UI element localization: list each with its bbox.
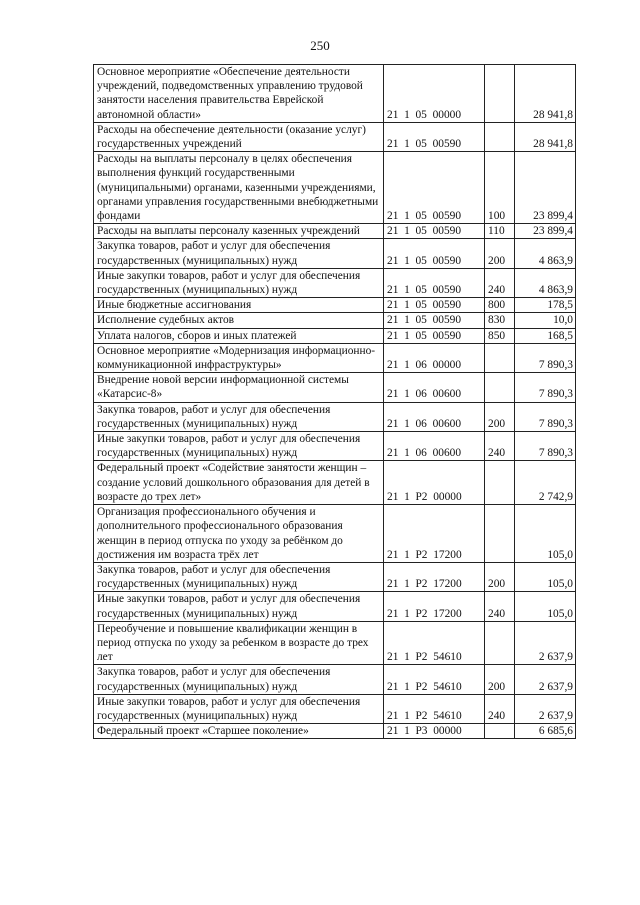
row-expense-type: 100 bbox=[485, 152, 515, 224]
row-code: 21 1 05 00590 bbox=[384, 328, 485, 343]
row-amount: 28 941,8 bbox=[515, 122, 576, 151]
row-code: 21 1 Р2 17200 bbox=[384, 562, 485, 591]
table-row bbox=[94, 239, 576, 268]
row-name: Исполнение судебных актов bbox=[94, 313, 384, 328]
row-amount: 23 899,4 bbox=[515, 224, 576, 239]
row-name: Федеральный проект «Старшее поколение» bbox=[94, 724, 384, 739]
table-row bbox=[94, 313, 576, 328]
row-name: Закупка товаров, работ и услуг для обеспечения государственных (муниципальных) нужд bbox=[94, 239, 384, 268]
row-name: Закупка товаров, работ и услуг для обеспечения государственных (муниципальных) нужд bbox=[94, 402, 384, 431]
row-expense-type: 240 bbox=[485, 694, 515, 723]
row-expense-type bbox=[485, 461, 515, 505]
row-name: Основное мероприятие «Обеспечение деятельности учреждений, подведомственных управлению трудовой занятости населения правительства Еврейской автономной области» bbox=[94, 65, 384, 123]
table-row bbox=[94, 432, 576, 461]
row-amount: 7 890,3 bbox=[515, 432, 576, 461]
row-amount: 7 890,3 bbox=[515, 343, 576, 372]
row-amount: 4 863,9 bbox=[515, 268, 576, 297]
row-code: 21 1 06 00600 bbox=[384, 373, 485, 402]
row-code: 21 1 05 00590 bbox=[384, 298, 485, 313]
table-row bbox=[94, 224, 576, 239]
row-code: 21 1 Р2 17200 bbox=[384, 505, 485, 563]
row-code: 21 1 Р3 00000 bbox=[384, 724, 485, 739]
row-amount: 178,5 bbox=[515, 298, 576, 313]
table-row bbox=[94, 343, 576, 372]
row-name: Иные закупки товаров, работ и услуг для обеспечения государственных (муниципальных) нужд bbox=[94, 694, 384, 723]
row-code: 21 1 05 00590 bbox=[384, 313, 485, 328]
row-code: 21 1 Р2 54610 bbox=[384, 621, 485, 665]
page-number: 250 bbox=[310, 38, 330, 53]
row-expense-type: 110 bbox=[485, 224, 515, 239]
table-row bbox=[94, 665, 576, 694]
row-name: Иные бюджетные ассигнования bbox=[94, 298, 384, 313]
row-expense-type bbox=[485, 724, 515, 739]
row-expense-type bbox=[485, 65, 515, 123]
row-expense-type bbox=[485, 373, 515, 402]
budget-table-body bbox=[94, 65, 576, 739]
row-expense-type: 200 bbox=[485, 239, 515, 268]
row-amount: 2 637,9 bbox=[515, 621, 576, 665]
table-row bbox=[94, 621, 576, 665]
table-row bbox=[94, 592, 576, 621]
table-row bbox=[94, 562, 576, 591]
table-row bbox=[94, 298, 576, 313]
row-amount: 105,0 bbox=[515, 505, 576, 563]
row-expense-type: 240 bbox=[485, 268, 515, 297]
row-code: 21 1 Р2 00000 bbox=[384, 461, 485, 505]
row-amount: 168,5 bbox=[515, 328, 576, 343]
row-name: Уплата налогов, сборов и иных платежей bbox=[94, 328, 384, 343]
row-name: Иные закупки товаров, работ и услуг для обеспечения государственных (муниципальных) нужд bbox=[94, 268, 384, 297]
row-amount: 4 863,9 bbox=[515, 239, 576, 268]
row-amount: 10,0 bbox=[515, 313, 576, 328]
row-expense-type bbox=[485, 122, 515, 151]
row-expense-type bbox=[485, 505, 515, 563]
row-code: 21 1 05 00590 bbox=[384, 239, 485, 268]
table-row bbox=[94, 152, 576, 224]
row-expense-type bbox=[485, 343, 515, 372]
table-row bbox=[94, 402, 576, 431]
row-amount: 105,0 bbox=[515, 592, 576, 621]
row-expense-type: 240 bbox=[485, 592, 515, 621]
table-row bbox=[94, 461, 576, 505]
row-expense-type bbox=[485, 621, 515, 665]
row-code: 21 1 06 00600 bbox=[384, 402, 485, 431]
row-amount: 105,0 bbox=[515, 562, 576, 591]
table-row bbox=[94, 373, 576, 402]
row-expense-type: 800 bbox=[485, 298, 515, 313]
table-row bbox=[94, 505, 576, 563]
row-code: 21 1 05 00000 bbox=[384, 65, 485, 123]
row-amount: 23 899,4 bbox=[515, 152, 576, 224]
row-expense-type: 200 bbox=[485, 665, 515, 694]
row-code: 21 1 05 00590 bbox=[384, 224, 485, 239]
table-row bbox=[94, 694, 576, 723]
row-amount: 28 941,8 bbox=[515, 65, 576, 123]
row-code: 21 1 06 00600 bbox=[384, 432, 485, 461]
row-expense-type: 200 bbox=[485, 402, 515, 431]
budget-table bbox=[93, 64, 576, 739]
row-code: 21 1 Р2 17200 bbox=[384, 592, 485, 621]
row-code: 21 1 Р2 54610 bbox=[384, 694, 485, 723]
row-code: 21 1 Р2 54610 bbox=[384, 665, 485, 694]
row-expense-type: 200 bbox=[485, 562, 515, 591]
row-code: 21 1 05 00590 bbox=[384, 152, 485, 224]
row-name: Расходы на выплаты персоналу казенных учреждений bbox=[94, 224, 384, 239]
row-name: Федеральный проект «Содействие занятости женщин – создание условий дошкольного образования для детей в возрасте до трех лет» bbox=[94, 461, 384, 505]
row-name: Закупка товаров, работ и услуг для обеспечения государственных (муниципальных) нужд bbox=[94, 665, 384, 694]
row-name: Основное мероприятие «Модернизация информационно-коммуникационной инфраструктуры» bbox=[94, 343, 384, 372]
row-name: Переобучение и повышение квалификации женщин в период отпуска по уходу за ребенком в возрасте до трех лет bbox=[94, 621, 384, 665]
table-row bbox=[94, 328, 576, 343]
table-row bbox=[94, 65, 576, 123]
row-name: Расходы на выплаты персоналу в целях обеспечения выполнения функций государственными (муниципальными) органами, казенными учреждениями, органами управления государственными внебюджетными фондами bbox=[94, 152, 384, 224]
row-amount: 2 637,9 bbox=[515, 694, 576, 723]
row-expense-type: 240 bbox=[485, 432, 515, 461]
row-name: Иные закупки товаров, работ и услуг для обеспечения государственных (муниципальных) нужд bbox=[94, 592, 384, 621]
row-code: 21 1 05 00590 bbox=[384, 268, 485, 297]
table-row bbox=[94, 724, 576, 739]
row-amount: 7 890,3 bbox=[515, 402, 576, 431]
row-name: Организация профессионального обучения и дополнительного профессионального образования женщин в период отпуска по уходу за ребёнком до достижения им возраста трёх лет bbox=[94, 505, 384, 563]
row-name: Внедрение новой версии информационной системы «Катарсис-8» bbox=[94, 373, 384, 402]
row-name: Расходы на обеспечение деятельности (оказание услуг) государственных учреждений bbox=[94, 122, 384, 151]
row-amount: 7 890,3 bbox=[515, 373, 576, 402]
row-amount: 2 742,9 bbox=[515, 461, 576, 505]
row-code: 21 1 05 00590 bbox=[384, 122, 485, 151]
table-row bbox=[94, 268, 576, 297]
row-expense-type: 830 bbox=[485, 313, 515, 328]
table-row bbox=[94, 122, 576, 151]
row-name: Закупка товаров, работ и услуг для обеспечения государственных (муниципальных) нужд bbox=[94, 562, 384, 591]
row-expense-type: 850 bbox=[485, 328, 515, 343]
row-name: Иные закупки товаров, работ и услуг для обеспечения государственных (муниципальных) нужд bbox=[94, 432, 384, 461]
row-amount: 2 637,9 bbox=[515, 665, 576, 694]
row-amount: 6 685,6 bbox=[515, 724, 576, 739]
row-code: 21 1 06 00000 bbox=[384, 343, 485, 372]
